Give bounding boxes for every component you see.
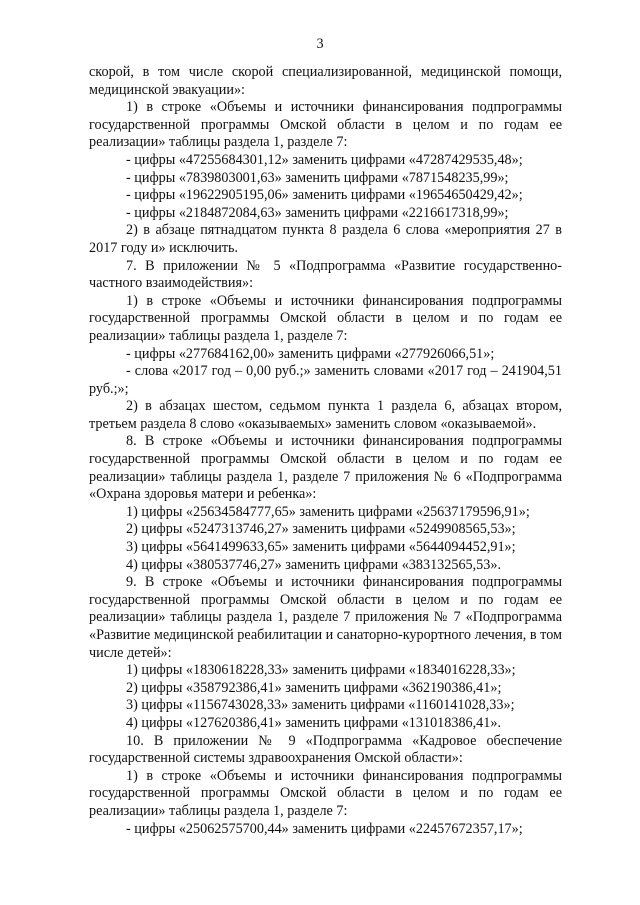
page-number: 3 (316, 36, 324, 52)
paragraph: 8. В строке «Объемы и источники финансирования подпрограммы государственной программы Омской области в целом и по годам ее реализации» таблицы раздела 1, разделе 7 приложения № 6 «Подпрограмма «Охрана здоровья матери и ребенка»: (89, 433, 562, 503)
paragraph: - цифры «47255684301,12» заменить цифрами «47287429535,48»; (126, 151, 523, 168)
document-body (89, 64, 562, 838)
paragraph: 1) цифры «1830618228,33» заменить цифрами «1834016228,33»; (126, 662, 516, 679)
paragraph: 2) в абзацах шестом, седьмом пункта 1 раздела 6, абзацах втором, третьем раздела 8 слово «оказываемых» заменить словом «оказываемой». (89, 398, 562, 432)
paragraph: 4) цифры «127620386,41» заменить цифрами «131018386,41». (126, 714, 502, 731)
paragraph: 10. В приложении № 9 «Подпрограмма «Кадровое обеспечение государственной системы здравоохранения Омской области»: (89, 732, 562, 767)
paragraph: 1) в строке «Объемы и источники финансирования подпрограммы государственной программы Омской области в целом и по годам ее реализации» таблицы раздела 1, разделе 7: (89, 292, 562, 344)
paragraph: 2) в абзаце пятнадцатом пункта 8 раздела 6 слова «мероприятия 27 в 2017 году и» исключить. (89, 222, 562, 256)
paragraph: скорой, в том числе скорой специализированной, медицинской помощи, медицинской эвакуации»: (89, 64, 562, 98)
paragraph: 1) в строке «Объемы и источники финансирования подпрограммы государственной программы Омской области в целом и по годам ее реализации» таблицы раздела 1, разделе 7: (89, 99, 562, 151)
paragraph: - цифры «7839803001,63» заменить цифрами «7871548235,99»; (126, 169, 509, 186)
paragraph: 3) цифры «1156743028,33» заменить цифрами «1160141028,33»; (126, 697, 515, 714)
paragraph: - слова «2017 год – 0,00 руб.;» заменить словами «2017 год – 241904,51 руб.;»; (89, 363, 562, 397)
paragraph: - цифры «19622905195,06» заменить цифрами «19654650429,42»; (126, 187, 523, 204)
paragraph: - цифры «277684162,00» заменить цифрами «277926066,51»; (126, 345, 495, 362)
paragraph: 1) цифры «25634584777,65» заменить цифрами «25637179596,91»; (126, 503, 530, 520)
paragraph: 7. В приложении № 5 «Подпрограмма «Развитие государственно-частного взаимодействия»: (89, 257, 562, 292)
paragraph: 1) в строке «Объемы и источники финансирования подпрограммы государственной программы Омской области в целом и по годам ее реализации» таблицы раздела 1, разделе 7: (89, 767, 562, 819)
paragraph: 9. В строке «Объемы и источники финансирования подпрограммы государственной программы Омской области в целом и по годам ее реализации» таблицы раздела 1, разделе 7 приложения № 7 «Подпрограмма «Развитие медицинской реабилитации и санаторно-курортного лечения, в том числе детей»: (89, 574, 562, 661)
paragraph: 3) цифры «5641499633,65» заменить цифрами «5644094452,91»; (126, 539, 516, 556)
paragraph: - цифры «2184872084,63» заменить цифрами «2216617318,99»; (126, 204, 509, 221)
paragraph: - цифры «25062575700,44» заменить цифрами «22457672357,17»; (126, 820, 523, 837)
paragraph: 2) цифры «358792386,41» заменить цифрами «362190386,41»; (126, 679, 502, 696)
paragraph: 4) цифры «380537746,27» заменить цифрами «383132565,53». (126, 556, 502, 573)
paragraph: 2) цифры «5247313746,27» заменить цифрами «5249908565,53»; (126, 521, 516, 538)
